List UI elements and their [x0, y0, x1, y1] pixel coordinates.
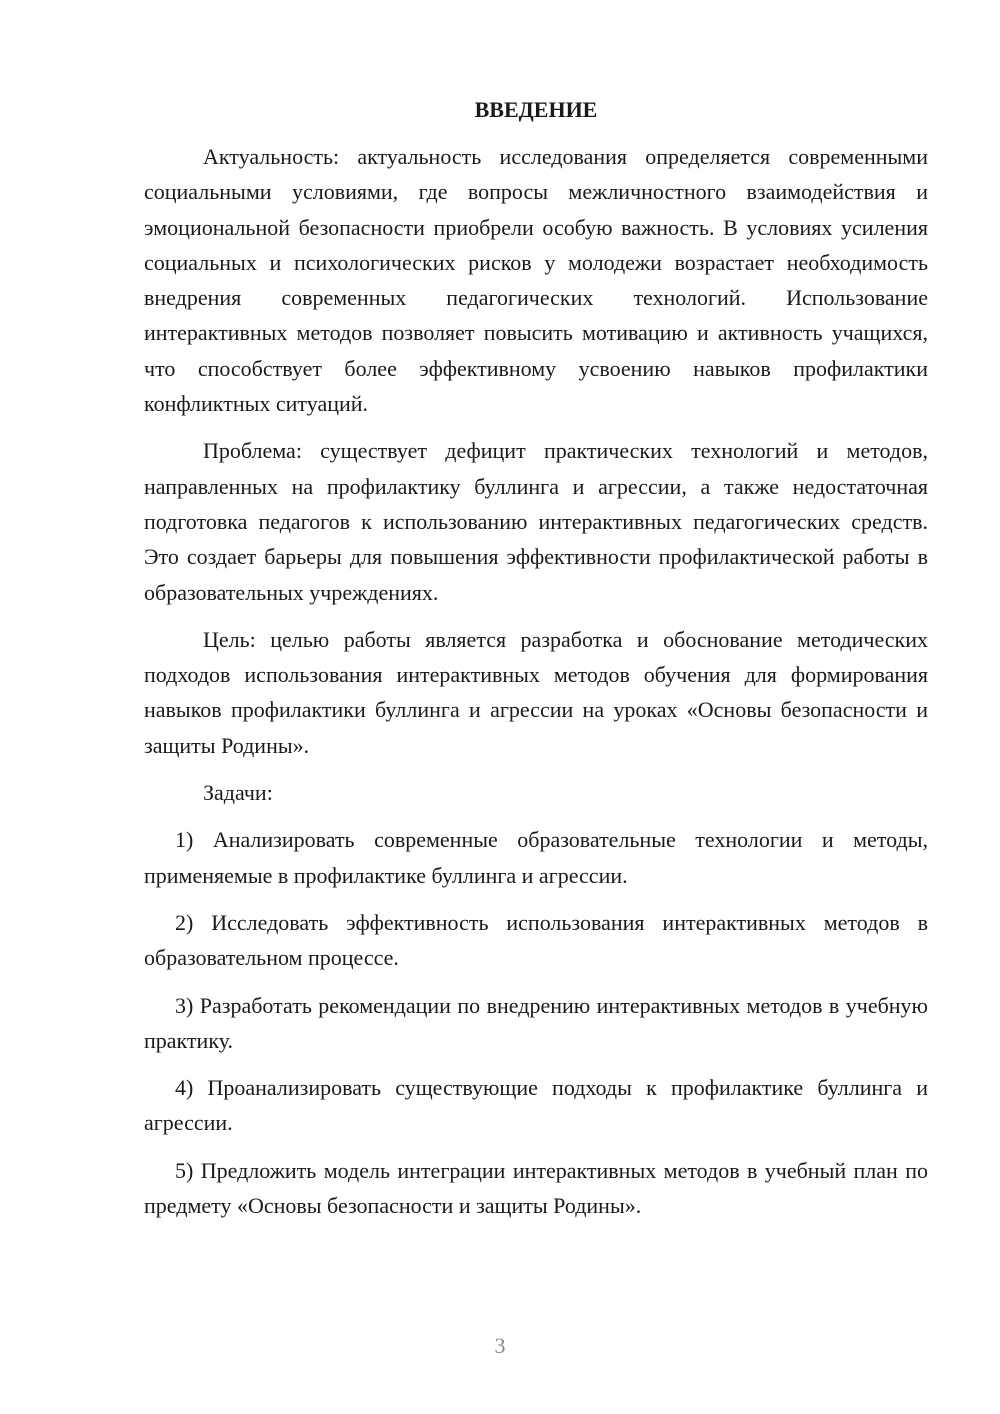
section-heading: ВВЕДЕНИЕ — [474, 97, 598, 122]
task-item-4: 4) Проанализировать существующие подходы к профилактике буллинга и агрессии. — [144, 1075, 928, 1136]
tasks-title: Задачи: — [203, 780, 273, 806]
tasks-list — [144, 822, 928, 1223]
page-number: 3 — [494, 1333, 506, 1358]
paragraph-problem: Проблема: существует дефицит практических технологий и методов, направленных на профилактику буллинга и агрессии, а также недостаточная подготовка педагогов к использованию интерактивных педагогических средств. Это создает барьеры для повышения эффективности профилактической работы в образовательных учреждениях. — [144, 438, 928, 605]
task-item-5: 5) Предложить модель интеграции интерактивных методов в учебный план по предмету «Основы безопасности и защиты Родины». — [144, 1157, 928, 1219]
paragraph-relevance: Актуальность: актуальность исследования определяется современными социальными условиями, где вопросы межличностного взаимодействия и эмоциональной безопасности приобрели особую важность. В условиях усиления социальных и психологических рисков у молодежи возрастает необходимость внедрения современных педагогических технологий. Использование интерактивных методов позволяет повысить мотивацию и активность учащихся, что способствует более эффективному усвоению навыков профилактики конфликтных ситуаций. — [144, 144, 928, 417]
task-item-2: 2) Исследовать эффективность использования интерактивных методов в образовательном процессе. — [144, 909, 928, 971]
paragraph-goal: Цель: целью работы является разработка и обоснование методических подходов использования интерактивных методов обучения для формирования навыков профилактики буллинга и агрессии на уроках «Основы безопасности и защиты Родины». — [144, 626, 928, 758]
document-page — [144, 92, 928, 1235]
task-item-1: 1) Анализировать современные образовательные технологии и методы, применяемые в профилактике буллинга и агрессии. — [144, 827, 928, 888]
task-item-3: 3) Разработать рекомендации по внедрению интерактивных методов в учебную практику. — [144, 992, 928, 1053]
